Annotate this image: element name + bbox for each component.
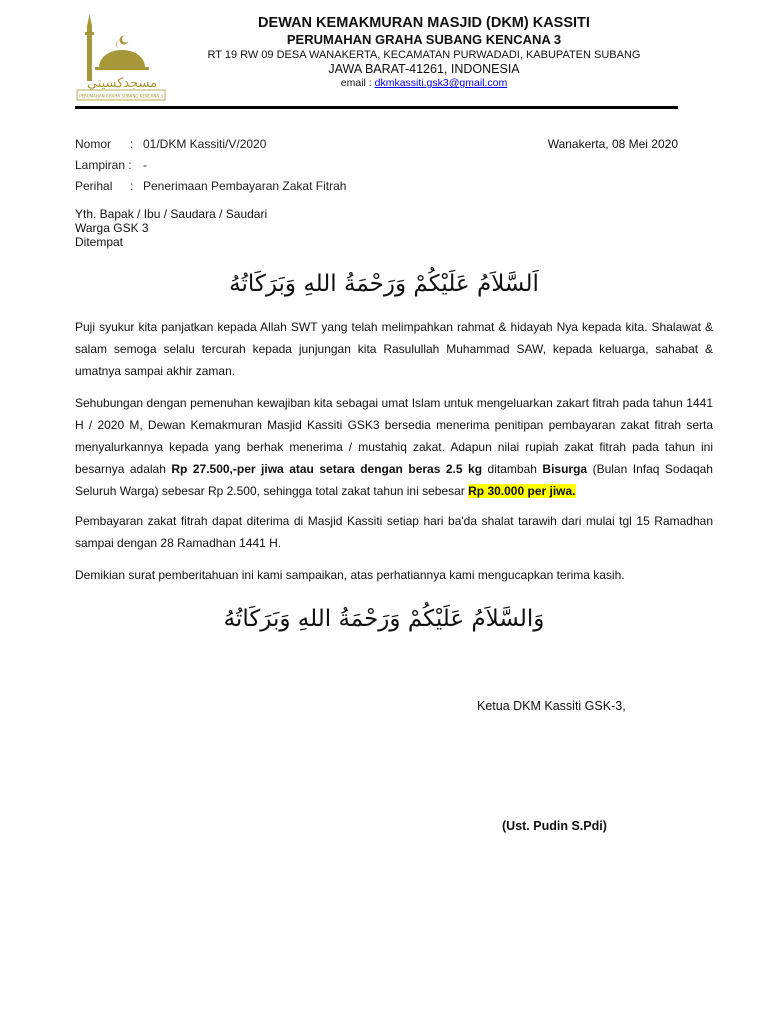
perihal-value: Penerimaan Pembayaran Zakat Fitrah: [143, 179, 347, 193]
total-zakat-highlight: Rp 30.000 per jiwa.: [468, 484, 576, 498]
bisurga-bold: Bisurga: [542, 462, 588, 476]
paragraph-2-text-c: ditambah: [482, 462, 543, 476]
nomor-value: 01/DKM Kassiti/V/2020: [143, 137, 267, 151]
opening-greeting-arabic: اَلسَّلاَمُ عَلَيْكُمْ وَرَحْمَةُ اللهِ وَبَرَكَاتُهُ: [229, 271, 539, 297]
logo-subtext: PERUMAHAN GRAHA SUBANG KENCANA 3: [79, 93, 163, 99]
paragraph-4: Demikian surat pemberitahuan ini kami sampaikan, atas perhatiannya kami mengucapkan terima kasih.: [75, 568, 625, 582]
signature-name: (Ust. Pudin S.Pdi): [502, 819, 607, 833]
zakat-amount-bold: Rp 27.500,-per jiwa atau setara dengan beras 2.5 kg: [171, 462, 483, 476]
paragraph-2-text-a: Sehubungan dengan pemenuhan kewajiban kita sebagai umat Islam untuk mengeluarkan zakart fitrah pada tahun 1441 H / 2020 M, Dewan Kemakmuran Masjid Kassiti GSK3 bersedia menerima penitipan pembayaran zakat fitrah serta menyalurkannya kepada yang berhak menerima / mustahiq zakat. Adapun nilai rupiah zakat fitrah pada tahun ini besarnya adalah: [75, 396, 713, 476]
paragraph-1: Puji syukur kita panjatkan kepada Allah SWT yang telah melimpahkan rahmat & hidayah Nya kepada kita. Shalawat & salam semoga selalu tercurah kepada junjungan kita Rasulullah Muhammad SAW, kepada keluarga, sahabat & umatnya sampai akhir zaman.: [75, 320, 713, 378]
nomor-label: Nomor: [75, 137, 112, 151]
email-line: [170, 77, 678, 89]
housing-name: PERUMAHAN GRAHA SUBANG KENCANA 3: [286, 32, 562, 47]
mosque-logo-icon: [75, 10, 170, 105]
nomor-colon: :: [130, 137, 134, 151]
logo-arabic-text: مسجدكسيتي: [86, 76, 158, 91]
perihal-colon: :: [130, 179, 134, 193]
address-line: RT 19 RW 09 DESA WANAKERTA, KECAMATAN PURWADADI, KABUPATEN SUBANG: [207, 49, 641, 61]
paragraph-2-text-e: (Bulan Infaq Sodaqah Seluruh Warga) sebesar Rp 2.500, sehingga total zakat tahun ini sebesar: [75, 462, 713, 498]
recipient-line-3: Ditempat: [75, 235, 124, 249]
header-divider: [75, 106, 678, 109]
lampiran-value: -: [143, 158, 147, 172]
letter-date: Wanakerta, 08 Mei 2020: [547, 137, 678, 151]
recipient-line-1: Yth. Bapak / Ibu / Saudara / Saudari: [75, 207, 268, 221]
signature-title: Ketua DKM Kassiti GSK-3,: [477, 699, 626, 713]
closing-greeting-arabic: وَالسَّلاَمُ عَلَيْكُمْ وَرَحْمَةُ اللهِ وَبَرَكَاتُهُ: [223, 606, 545, 632]
recipient-line-2: Warga GSK 3: [75, 221, 149, 235]
paragraph-2: [75, 392, 713, 502]
email-label: email :: [340, 77, 372, 89]
paragraph-3: Pembayaran zakat fitrah dapat diterima di Masjid Kassiti setiap hari ba'da shalat tarawih dari mulai tgl 15 Ramadhan sampai dengan 28 Ramadhan 1441 H.: [75, 514, 713, 550]
org-name: DEWAN KEMAKMURAN MASJID (DKM) KASSITI: [258, 15, 590, 31]
perihal-label: Perihal: [75, 179, 113, 193]
mosque-logo: [75, 10, 170, 105]
region-line: JAWA BARAT-41261, INDONESIA: [328, 62, 520, 76]
lampiran-label: Lampiran :: [75, 158, 132, 172]
email-link[interactable]: dkmkassiti.gsk3@gmail.com: [374, 77, 508, 89]
